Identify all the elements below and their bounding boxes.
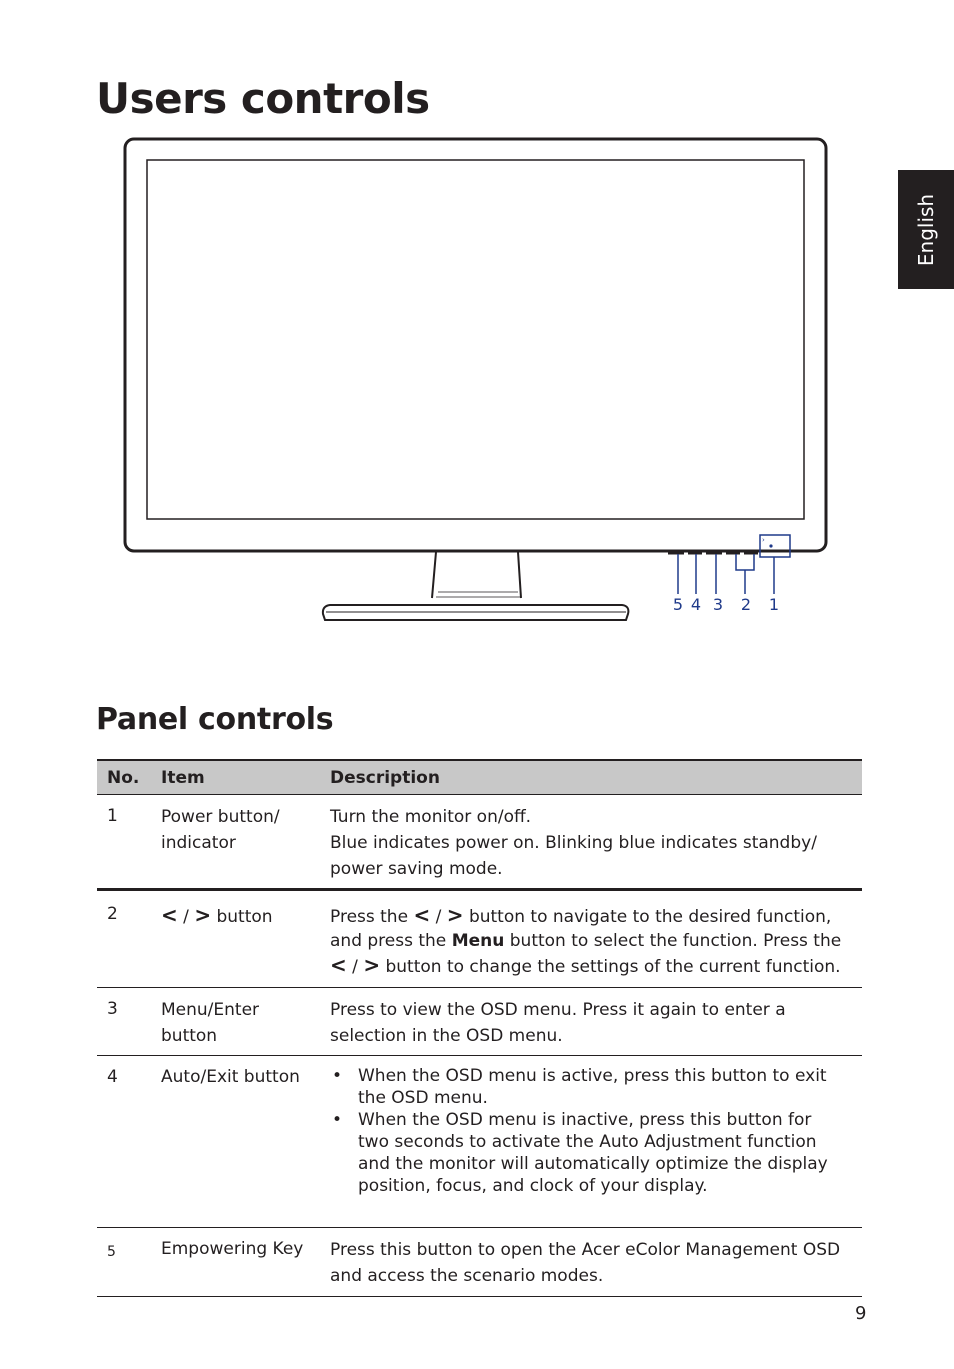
- table-row: [97, 1228, 862, 1297]
- description-line: Turn the monitor on/off.: [330, 807, 532, 827]
- page-number: 9: [855, 1303, 867, 1324]
- bullet-icon: •: [332, 1066, 343, 1086]
- row-description: Press this button to open the Acer eColor Management OSD and access the scenario modes.: [330, 1240, 841, 1286]
- row-description: Press to view the OSD menu. Press it again to enter a selection in the OSD menu.: [330, 1000, 786, 1046]
- svg-text:›: ›: [762, 536, 765, 544]
- row-item: Empowering Key: [161, 1239, 304, 1259]
- section-title: Panel controls: [96, 702, 334, 737]
- description-line: Blue indicates power on. Blinking blue indicates standby/ power saving mode.: [330, 833, 817, 879]
- language-tab-label: English: [914, 193, 938, 267]
- row-description: [330, 1065, 840, 1197]
- header-no: No.: [107, 768, 140, 788]
- row-item: Power button/ indicator: [161, 807, 280, 853]
- row-item: Auto/Exit button: [161, 1067, 300, 1087]
- left-arrow-icon: <: [161, 903, 178, 927]
- callout-2: 2: [740, 595, 752, 614]
- row-no: 4: [107, 1067, 118, 1087]
- monitor-screen: [147, 160, 804, 519]
- right-arrow-icon: >: [363, 953, 381, 977]
- row-no: 5: [107, 1244, 116, 1260]
- left-arrow-icon: <: [330, 953, 347, 977]
- table-row: [97, 1056, 862, 1228]
- row-no: 3: [107, 999, 118, 1019]
- right-arrow-icon: >: [446, 903, 464, 927]
- row-description: [330, 804, 840, 882]
- header-item: Item: [161, 768, 205, 788]
- callout-5: 5: [672, 595, 684, 614]
- row-no: 1: [107, 806, 118, 826]
- row-description: Press the < / > button to navigate to the desired function, and press the Menu button to select the function. Press the < / > button to change the settings of the current function.: [330, 903, 842, 977]
- callout-4: 4: [690, 595, 702, 614]
- callout-1: 1: [768, 595, 780, 614]
- callout-3: 3: [712, 595, 724, 614]
- row-item: < / > button: [161, 903, 273, 927]
- table-row: [97, 795, 862, 891]
- header-description: Description: [330, 768, 440, 788]
- row-no: 2: [107, 904, 118, 924]
- table-row: [97, 988, 862, 1056]
- table-row: [97, 891, 862, 988]
- row-item: Menu/Enter button: [161, 1000, 260, 1046]
- bullet-icon: •: [332, 1110, 343, 1130]
- table-header: [97, 759, 862, 795]
- page-title: Users controls: [96, 74, 430, 123]
- monitor-stand-neck: [432, 552, 521, 598]
- monitor-illustration: [0, 0, 954, 640]
- panel-controls-table: [97, 759, 862, 1297]
- bullet-item: • When the OSD menu is inactive, press this button for two seconds to activate the Auto Adjustment function and the monitor will automatically optimize the display position, focus, and clock of your display.: [332, 1110, 828, 1196]
- bullet-item: • When the OSD menu is active, press this button to exit the OSD menu.: [332, 1066, 827, 1108]
- right-arrow-icon: >: [194, 903, 212, 927]
- left-arrow-icon: <: [413, 903, 431, 927]
